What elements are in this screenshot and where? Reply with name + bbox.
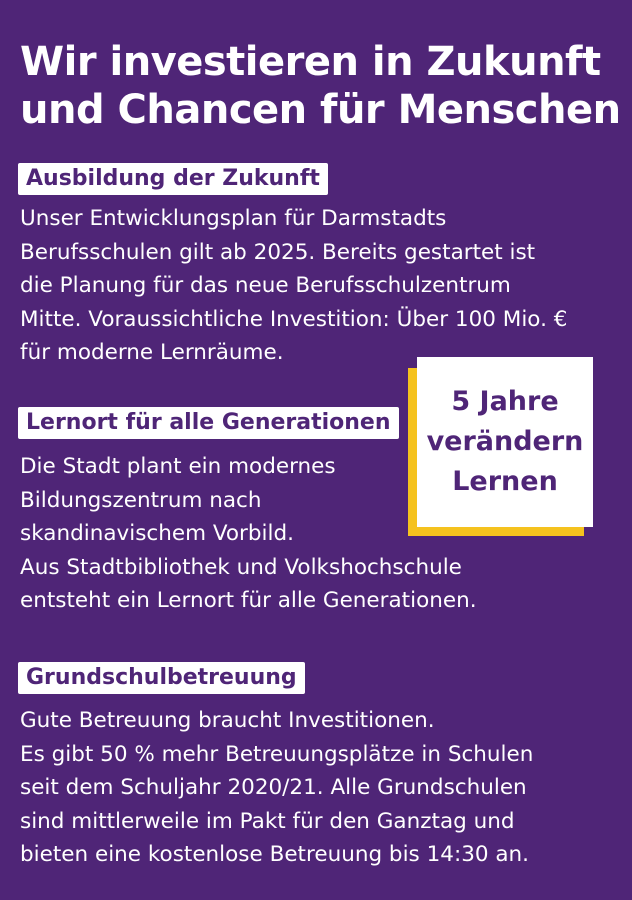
text-line: Die Stadt plant ein modernes: [20, 454, 336, 479]
callout-line-2: verändern: [426, 426, 584, 457]
text-line: entsteht ein Lernort für alle Generationen.: [20, 588, 477, 613]
text-line: bieten eine kostenlose Betreuung bis 14:30 an.: [20, 842, 530, 867]
page-title: [20, 38, 620, 134]
text-line: Berufsschulen gilt ab 2025. Bereits gestartet ist: [20, 239, 536, 265]
section-text-ausbildung: [20, 202, 567, 370]
title-line-1: Wir investieren in Zukunft: [20, 39, 601, 85]
text-line: seit dem Schuljahr 2020/21. Alle Grundschulen: [20, 775, 527, 800]
title-line-2: und Chancen für Menschen: [20, 87, 621, 133]
section-text-grundschulbetreuung: [20, 704, 533, 872]
section-label-ausbildung: Ausbildung der Zukunft: [18, 163, 328, 195]
text-line: Mitte. Voraussichtliche Investition: Über 100 Mio. €: [20, 306, 568, 332]
text-line: sind mittlerweile im Pakt für den Ganztag und: [20, 808, 515, 834]
section-text-lernort: [20, 450, 477, 618]
text-line: Gute Betreuung braucht Investitionen.: [20, 708, 435, 733]
text-line: für moderne Lernräume.: [20, 340, 284, 365]
text-line: Unser Entwicklungsplan für Darmstadts: [20, 206, 447, 231]
callout-line-3: Lernen: [452, 466, 558, 497]
text-line: Aus Stadtbibliothek und Volkshochschule: [20, 554, 462, 580]
text-line: die Planung für das neue Berufsschulzentrum: [20, 273, 511, 298]
section-label-lernort: Lernort für alle Generationen: [18, 407, 399, 439]
section-label-grundschulbetreuung: Grundschulbetreuung: [18, 662, 305, 694]
text-line: Bildungszentrum nach: [20, 487, 262, 513]
text-line: skandinavischem Vorbild.: [20, 521, 294, 546]
callout-line-1: 5 Jahre: [451, 386, 559, 417]
text-line: Es gibt 50 % mehr Betreuungsplätze in Schulen: [20, 741, 534, 767]
